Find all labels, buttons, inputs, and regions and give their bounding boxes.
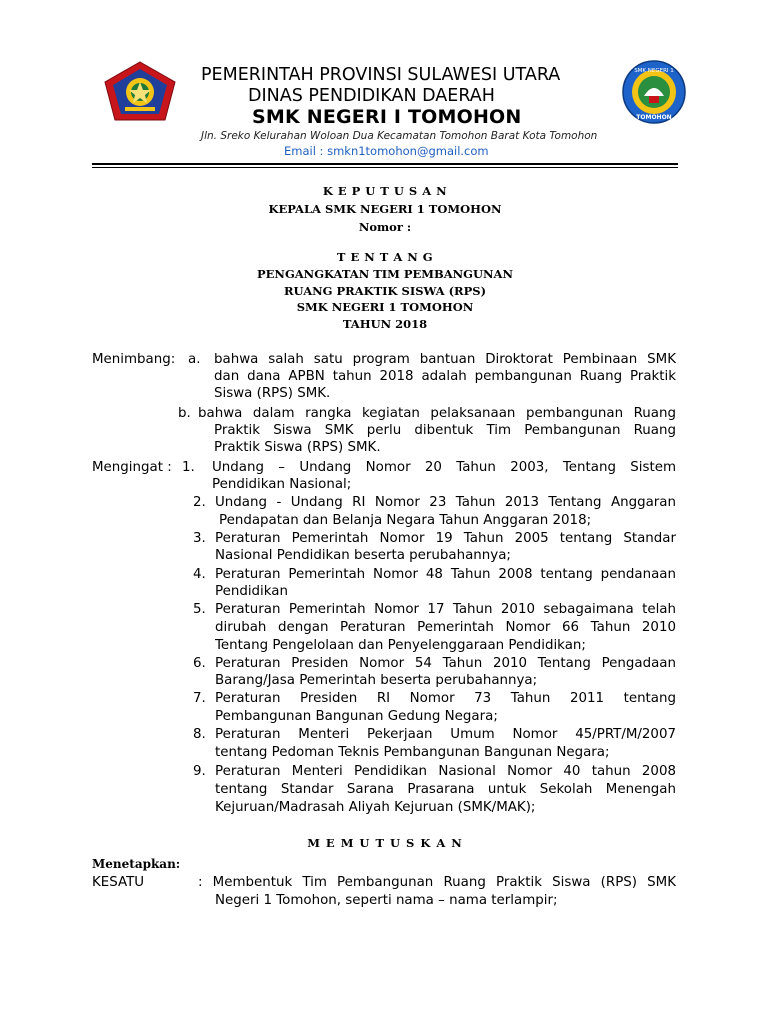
header-school-name: SMK NEGERI I TOMOHON bbox=[252, 106, 522, 128]
mengingat-line: Kejuruan/Madrasah Aliyah Kejuruan (SMK/MAK); bbox=[215, 800, 536, 815]
header-agency: DINAS PENDIDIKAN DAERAH bbox=[248, 86, 495, 106]
mengingat-line: Peraturan Presiden Nomor 54 Tahun 2010 Tentang Pengadaan bbox=[215, 656, 676, 671]
header-divider-thick bbox=[92, 163, 678, 165]
mengingat-line: Tentang Pengelolaan dan Penyelenggaraan Pendidikan; bbox=[215, 638, 586, 653]
header-divider-thin bbox=[92, 167, 678, 168]
mengingat-line: Peraturan Pemerintah Nomor 17 Tahun 2010 sebagaimana telah bbox=[215, 602, 676, 617]
kesatu-line: Negeri 1 Tomohon, seperti nama – nama terlampir; bbox=[215, 893, 558, 908]
mengingat-line: Peraturan Pemerintah Nomor 19 Tahun 2005 tentang Standar bbox=[215, 531, 676, 546]
mengingat-line: Barang/Jasa Pemerintah beserta perubahannya; bbox=[215, 673, 538, 688]
mengingat-line: Nasional Pendidikan beserta perubahannya; bbox=[215, 548, 511, 563]
mengingat-line: Pembangunan Bangunan Gedung Negara; bbox=[215, 709, 498, 724]
school-emblem-logo bbox=[622, 60, 686, 124]
mengingat-line: Pendidikan Nasional; bbox=[212, 477, 352, 492]
memutuskan-heading: M E M U T U S K A N bbox=[307, 836, 463, 850]
menimbang-label: Menimbang: bbox=[92, 352, 176, 367]
mengingat-line: tentang Standar Sarana Prasarana untuk Sekolah Menengah bbox=[215, 782, 676, 797]
mengingat-num: 8. bbox=[193, 727, 206, 742]
title-subject-line: SMK NEGERI 1 TOMOHON bbox=[296, 300, 474, 314]
mengingat-num: 2. bbox=[193, 495, 206, 510]
title-keputusan: K E P U T U S A N bbox=[322, 184, 448, 198]
header-address: Jln. Sreko Kelurahan Woloan Dua Kecamatan Tomohon Barat Kota Tomohon bbox=[201, 130, 598, 142]
mengingat-num: 6. bbox=[193, 656, 206, 671]
menimbang-a-line: bahwa salah satu program bantuan Diroktorat Pembinaan SMK bbox=[214, 352, 676, 367]
mengingat-num: 3. bbox=[193, 531, 206, 546]
mengingat-line: Pendidikan bbox=[215, 584, 288, 599]
mengingat-line: Peraturan Pemerintah Nomor 48 Tahun 2008 tentang pendanaan bbox=[215, 567, 676, 582]
mengingat-line: Undang - Undang RI Nomor 23 Tahun 2013 Tentang Anggaran bbox=[215, 495, 676, 510]
menimbang-a-line: Siswa (RPS) SMK. bbox=[214, 386, 331, 401]
mengingat-line: tentang Pedoman Teknis Pembangunan Bangunan Negara; bbox=[215, 745, 610, 760]
title-nomor: Nomor : bbox=[358, 220, 412, 234]
mengingat-num: 5. bbox=[193, 602, 206, 617]
kesatu-label: KESATU bbox=[92, 875, 145, 890]
mengingat-num: 1. bbox=[182, 460, 195, 475]
menimbang-a-line: dan dana APBN tahun 2018 adalah pembangunan Ruang Praktik bbox=[214, 369, 676, 384]
mengingat-line: Peraturan Menteri Pekerjaan Umum Nomor 45/PRT/M/2007 bbox=[215, 727, 676, 742]
title-subject-line: PENGANGKATAN TIM PEMBANGUNAN bbox=[257, 267, 513, 281]
menimbang-b-marker: b. bbox=[178, 406, 191, 421]
menimbang-b-line: bahwa dalam rangka kegiatan pelaksanaan pembangunan Ruang bbox=[198, 406, 676, 421]
title-tentang: T E N T A N G bbox=[336, 250, 434, 264]
mengingat-num: 4. bbox=[193, 567, 206, 582]
mengingat-line: dirubah dengan Peraturan Pemerintah Nomor 66 Tahun 2010 bbox=[215, 620, 676, 635]
mengingat-line: Peraturan Presiden RI Nomor 73 Tahun 2011 tentang bbox=[215, 691, 676, 706]
header-email[interactable]: Email : smkn1tomohon@gmail.com bbox=[284, 144, 489, 158]
mengingat-num: 7. bbox=[193, 691, 206, 706]
menetapkan-label: Menetapkan: bbox=[92, 857, 181, 871]
logo-top-text: SMK NEGERI 1 bbox=[634, 68, 674, 74]
mengingat-num: 9. bbox=[193, 764, 206, 779]
mengingat-label: Mengingat : bbox=[92, 460, 172, 475]
mengingat-line: Pendapatan dan Belanja Negara Tahun Anggaran 2018; bbox=[219, 513, 592, 528]
menimbang-b-line: Praktik Siswa SMK perlu dibentuk Tim Pembangunan Ruang bbox=[214, 423, 676, 438]
header-government: PEMERINTAH PROVINSI SULAWESI UTARA bbox=[201, 65, 561, 85]
mengingat-line: Peraturan Menteri Pendidikan Nasional Nomor 40 tahun 2008 bbox=[215, 764, 676, 779]
mengingat-line: Undang – Undang Nomor 20 Tahun 2003, Tentang Sistem bbox=[212, 460, 676, 475]
menimbang-b-line: Praktik Siswa (RPS) SMK. bbox=[214, 440, 381, 455]
menimbang-a-marker: a. bbox=[188, 352, 201, 367]
title-subject-line: RUANG PRAKTIK SISWA (RPS) bbox=[283, 284, 487, 298]
title-kepala: KEPALA SMK NEGERI 1 TOMOHON bbox=[268, 202, 502, 216]
logo-bottom-text: TOMOHON bbox=[636, 114, 672, 121]
province-emblem-logo bbox=[103, 60, 177, 122]
title-subject-line: TAHUN 2018 bbox=[342, 317, 428, 331]
kesatu-line: : Membentuk Tim Pembangunan Ruang Praktik Siswa (RPS) SMK bbox=[198, 875, 676, 890]
